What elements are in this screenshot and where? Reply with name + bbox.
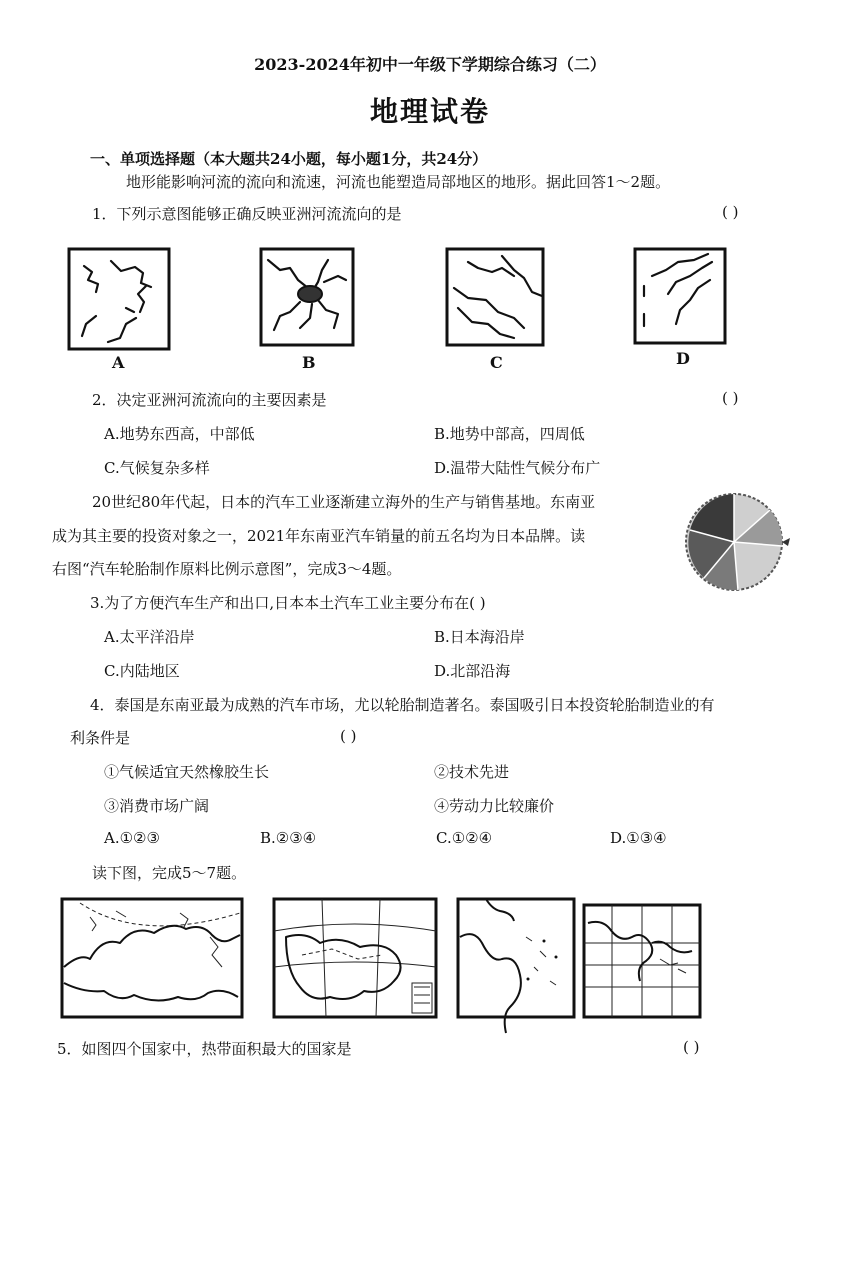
question-4-option-b[interactable]: B.②③④	[260, 829, 317, 847]
figure-label-b: B	[302, 353, 316, 372]
question-1-stem: 1．下列示意图能够正确反映亚洲河流流向的是	[92, 205, 402, 223]
question-4-option-d[interactable]: D.①③④	[610, 829, 667, 847]
figure-river-b	[258, 246, 368, 371]
question-2-stem: 2．决定亚洲河流流向的主要因素是	[92, 391, 327, 409]
figure-label-a: A	[112, 353, 125, 372]
question-3-option-b[interactable]: B.日本海沿岸	[434, 628, 525, 646]
question-1-answer-blank[interactable]: ( )	[722, 203, 739, 221]
figure-river-a	[66, 246, 176, 371]
question-4-stem-line-2: 利条件是	[70, 729, 131, 747]
question-4-option-c[interactable]: C.①②④	[436, 829, 493, 847]
question-4-option-a[interactable]: A.①②③	[104, 829, 160, 847]
section-heading: 一、单项选择题（本大题共24小题，每小题1分，共24分）	[90, 150, 488, 168]
question-4-condition-2: ②技术先进	[434, 763, 510, 781]
question-3-option-d[interactable]: D.北部沿海	[434, 662, 511, 680]
figure-label-c: C	[490, 353, 503, 372]
country-map-india-region	[456, 897, 576, 1021]
question-2-option-c[interactable]: C.气候复杂多样	[104, 459, 210, 477]
question-4-stem-line-1: 4．泰国是东南亚最为成熟的汽车市场，尤以轮胎制造著名。泰国吸引日本投资轮胎制造业的有	[90, 696, 715, 714]
passage-line-3: 右图“汽车轮胎制作原料比例示意图”，完成3～4题。	[52, 560, 402, 578]
exam-header-line: 2023-2024年初中一年级下学期综合练习（二）	[254, 55, 606, 74]
page-title: 地理试卷	[369, 95, 490, 128]
figure-river-c	[444, 246, 554, 371]
question-4-condition-1: ①气候适宜天然橡胶生长	[104, 763, 270, 781]
question-2-option-a[interactable]: A.地势东西高，中部低	[104, 425, 255, 443]
question-3-option-c[interactable]: C.内陆地区	[104, 662, 180, 680]
question-4-answer-blank[interactable]: ( )	[340, 727, 357, 745]
country-map-southeast-asia	[582, 903, 702, 1021]
figure-river-d	[632, 246, 742, 371]
read-map-instruction: 读下图，完成5～7题。	[92, 864, 247, 882]
question-2-option-b[interactable]: B.地势中部高，四周低	[434, 425, 585, 443]
country-map-china-region	[272, 897, 438, 1021]
question-3-stem: 3.为了方便汽车生产和出口,日本本土汽车工业主要分布在( )	[90, 594, 486, 612]
passage-line-2: 成为其主要的投资对象之一，2021年东南亚汽车销量的前五名均为日本品牌。读	[52, 527, 586, 545]
passage-line-1: 20世纪80年代起，日本的汽车工业逐渐建立海外的生产与销售基地。东南亚	[92, 493, 596, 511]
section-intro: 地形能影响河流的流向和流速，河流也能塑造局部地区的地形。据此回答1～2题。	[126, 173, 671, 191]
country-map-russia	[60, 897, 244, 1021]
question-4-condition-3: ③消费市场广阔	[104, 797, 210, 815]
question-5-answer-blank[interactable]: ( )	[683, 1038, 700, 1056]
question-3-option-a[interactable]: A.太平洋沿岸	[104, 628, 195, 646]
question-4-condition-4: ④劳动力比较廉价	[434, 797, 555, 815]
question-2-answer-blank[interactable]: ( )	[722, 389, 739, 407]
question-5-stem: 5．如图四个国家中，热带面积最大的国家是	[57, 1040, 352, 1058]
question-2-option-d[interactable]: D.温带大陆性气候分布广	[434, 459, 601, 477]
figure-label-d: D	[676, 349, 690, 368]
tire-material-pie-figure	[682, 486, 792, 598]
